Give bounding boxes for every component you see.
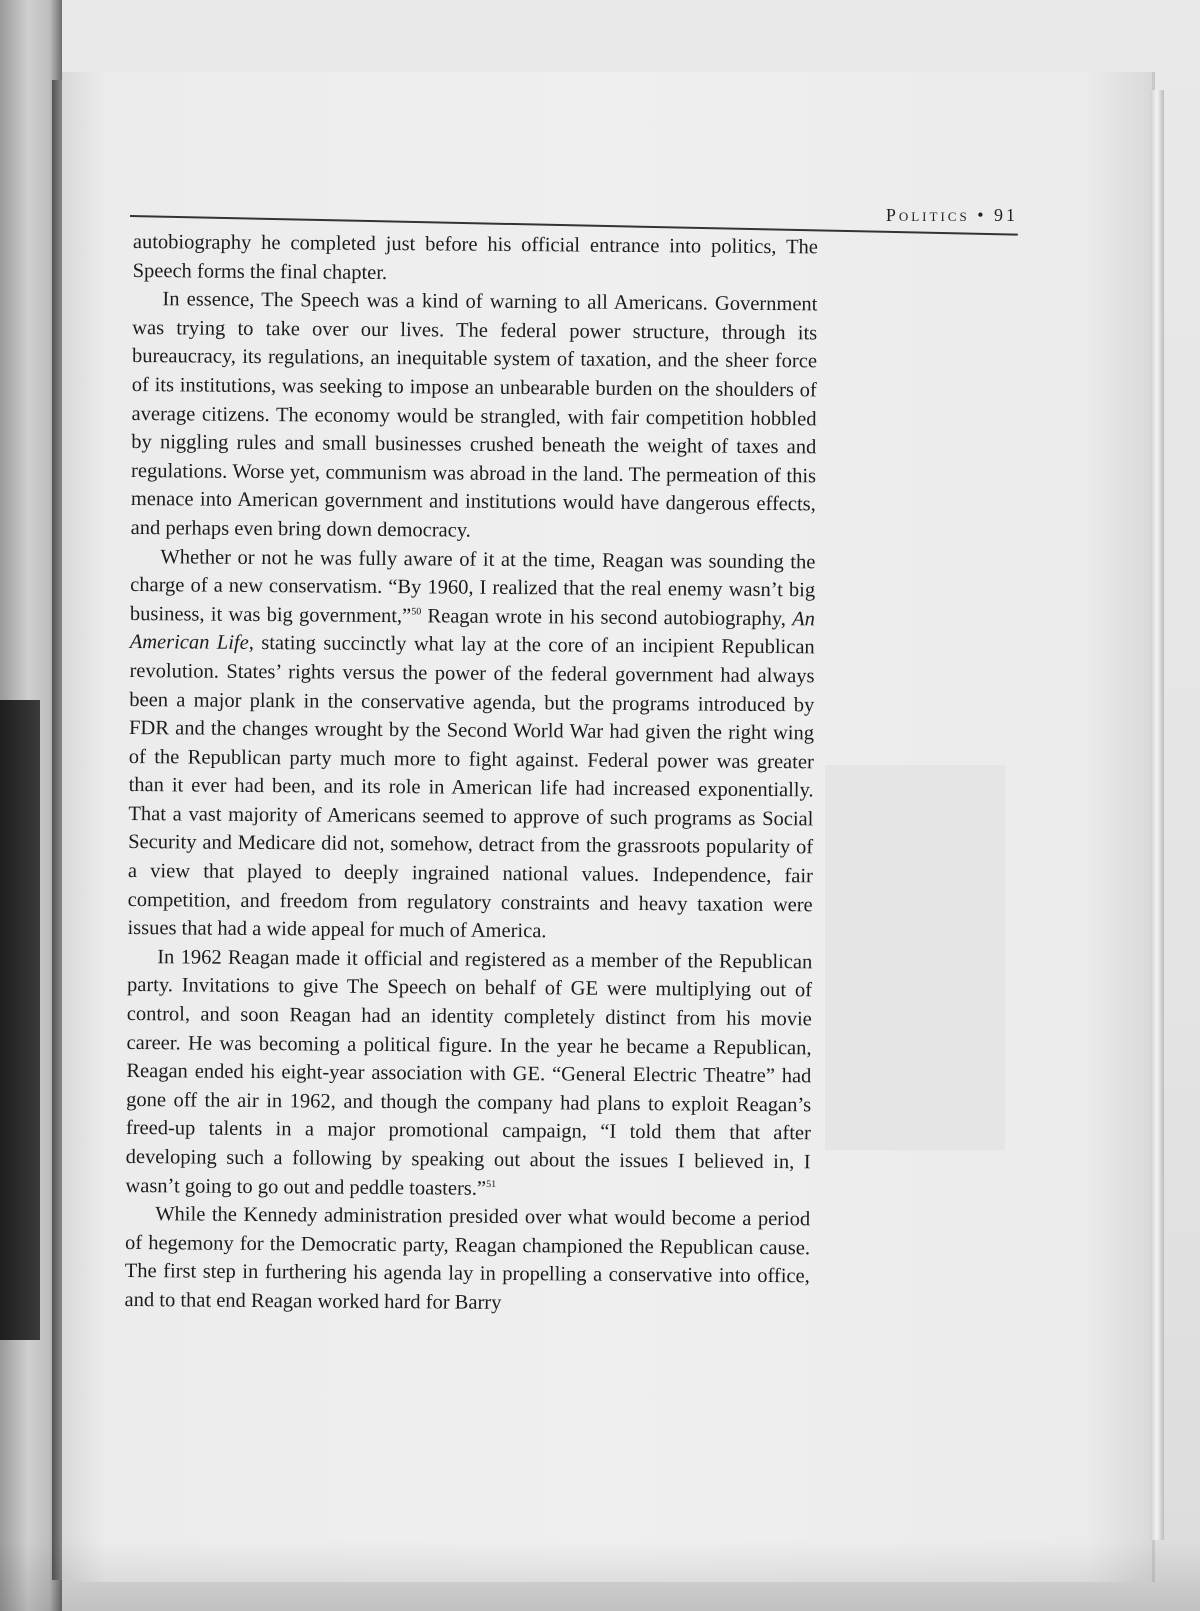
header-separator: • — [977, 205, 987, 225]
running-title-text: Politics — [885, 205, 970, 225]
paragraph-3 — [127, 543, 815, 949]
paragraph-5 — [124, 1200, 810, 1320]
bottom-shadow — [0, 1540, 1200, 1611]
show-through-photo — [825, 765, 1005, 1150]
paragraph-4 — [125, 943, 812, 1206]
running-title — [886, 205, 1018, 226]
paragraph-2 — [131, 285, 818, 548]
footnote-ref-50: 50 — [411, 606, 422, 618]
paragraph-3-text-b: Reagan wrote in his second autobiography, — [421, 604, 793, 630]
paragraph-5-text: While the Kennedy administration presided over what would become a period of hegemony for the Democratic party, Reagan championed the Republican cause. The first step in furthering his agenda lay in propelling a conservative into office, and to that end Reagan worked hard for Barry — [124, 1203, 811, 1314]
page-number: 91 — [994, 205, 1018, 225]
footnote-ref-51: 51 — [486, 1178, 497, 1190]
paragraph-1 — [133, 228, 818, 291]
left-page-photo-edge — [0, 700, 40, 1340]
paragraph-1-text: autobiography he completed just before his official entrance into politics, The Speech forms the final chapter. — [132, 230, 818, 284]
paragraph-3-text-a: Whether or not he was fully aware of it at the time, Reagan was sounding the charge of a new conservatism. “By 1960, I realized that the real enemy wasn’t big business, it was big government,” — [129, 545, 816, 627]
body-text — [124, 228, 818, 1320]
paragraph-4-text: In 1962 Reagan made it official and registered as a member of the Republican party. Invitations to give The Speech on behalf of GE were multiplying out of control, and soon Reagan had an identity completely distinct from his movie career. He was becoming a political figure. In the year he became a Republican, Reagan ended his eight-year association with GE. “General Electric Theatre” had gone off the air in 1962, and though the company had plans to exploit Reagan’s freed-up talents in a major promotional campaign, “I told them that after developing such a following by speaking out about the issues I believed in, I wasn’t going to go out and peddle toasters.” — [125, 946, 813, 1200]
page-right-edge — [1150, 90, 1164, 1540]
paragraph-3-text-c: , stating succinctly what lay at the core of an incipient Republican revolution. States’ rights versus the power of the federal government had always been a major plank in the conservative agenda, but the programs introduced by FDR and the changes wrought by the Second World War had given the right wing of the Republican party much more to fight against. Federal power was greater than it ever had been, and its role in American life had increased exponentially. That a vast majority of Americans seemed to approve of such programs as Social Security and Medicare did not, somehow, detract from the grassroots popularity of a view that played to deeply ingrained national values. Independence, fair competition, and freedom from regulatory constraints and heavy taxation were issues that had a wide appeal for much of America. — [127, 632, 815, 943]
paragraph-2-text: In essence, The Speech was a kind of warning to all Americans. Government was trying to take over our lives. The federal power structure, through its bureaucracy, its regulations, an inequitable system of taxation, and the sheer force of its institutions, was seeking to impose an unbearable burden on the shoulders of average citizens. The economy would be strangled, with fair competition hobbled by niggling rules and small businesses crushed beneath the weight of taxes and regulations. Worse yet, communism was abroad in the land. The permeation of this menace into American government and institutions would have dangerous effects, and perhaps even bring down democracy. — [130, 288, 818, 542]
book-title: An American Life — [129, 607, 816, 655]
